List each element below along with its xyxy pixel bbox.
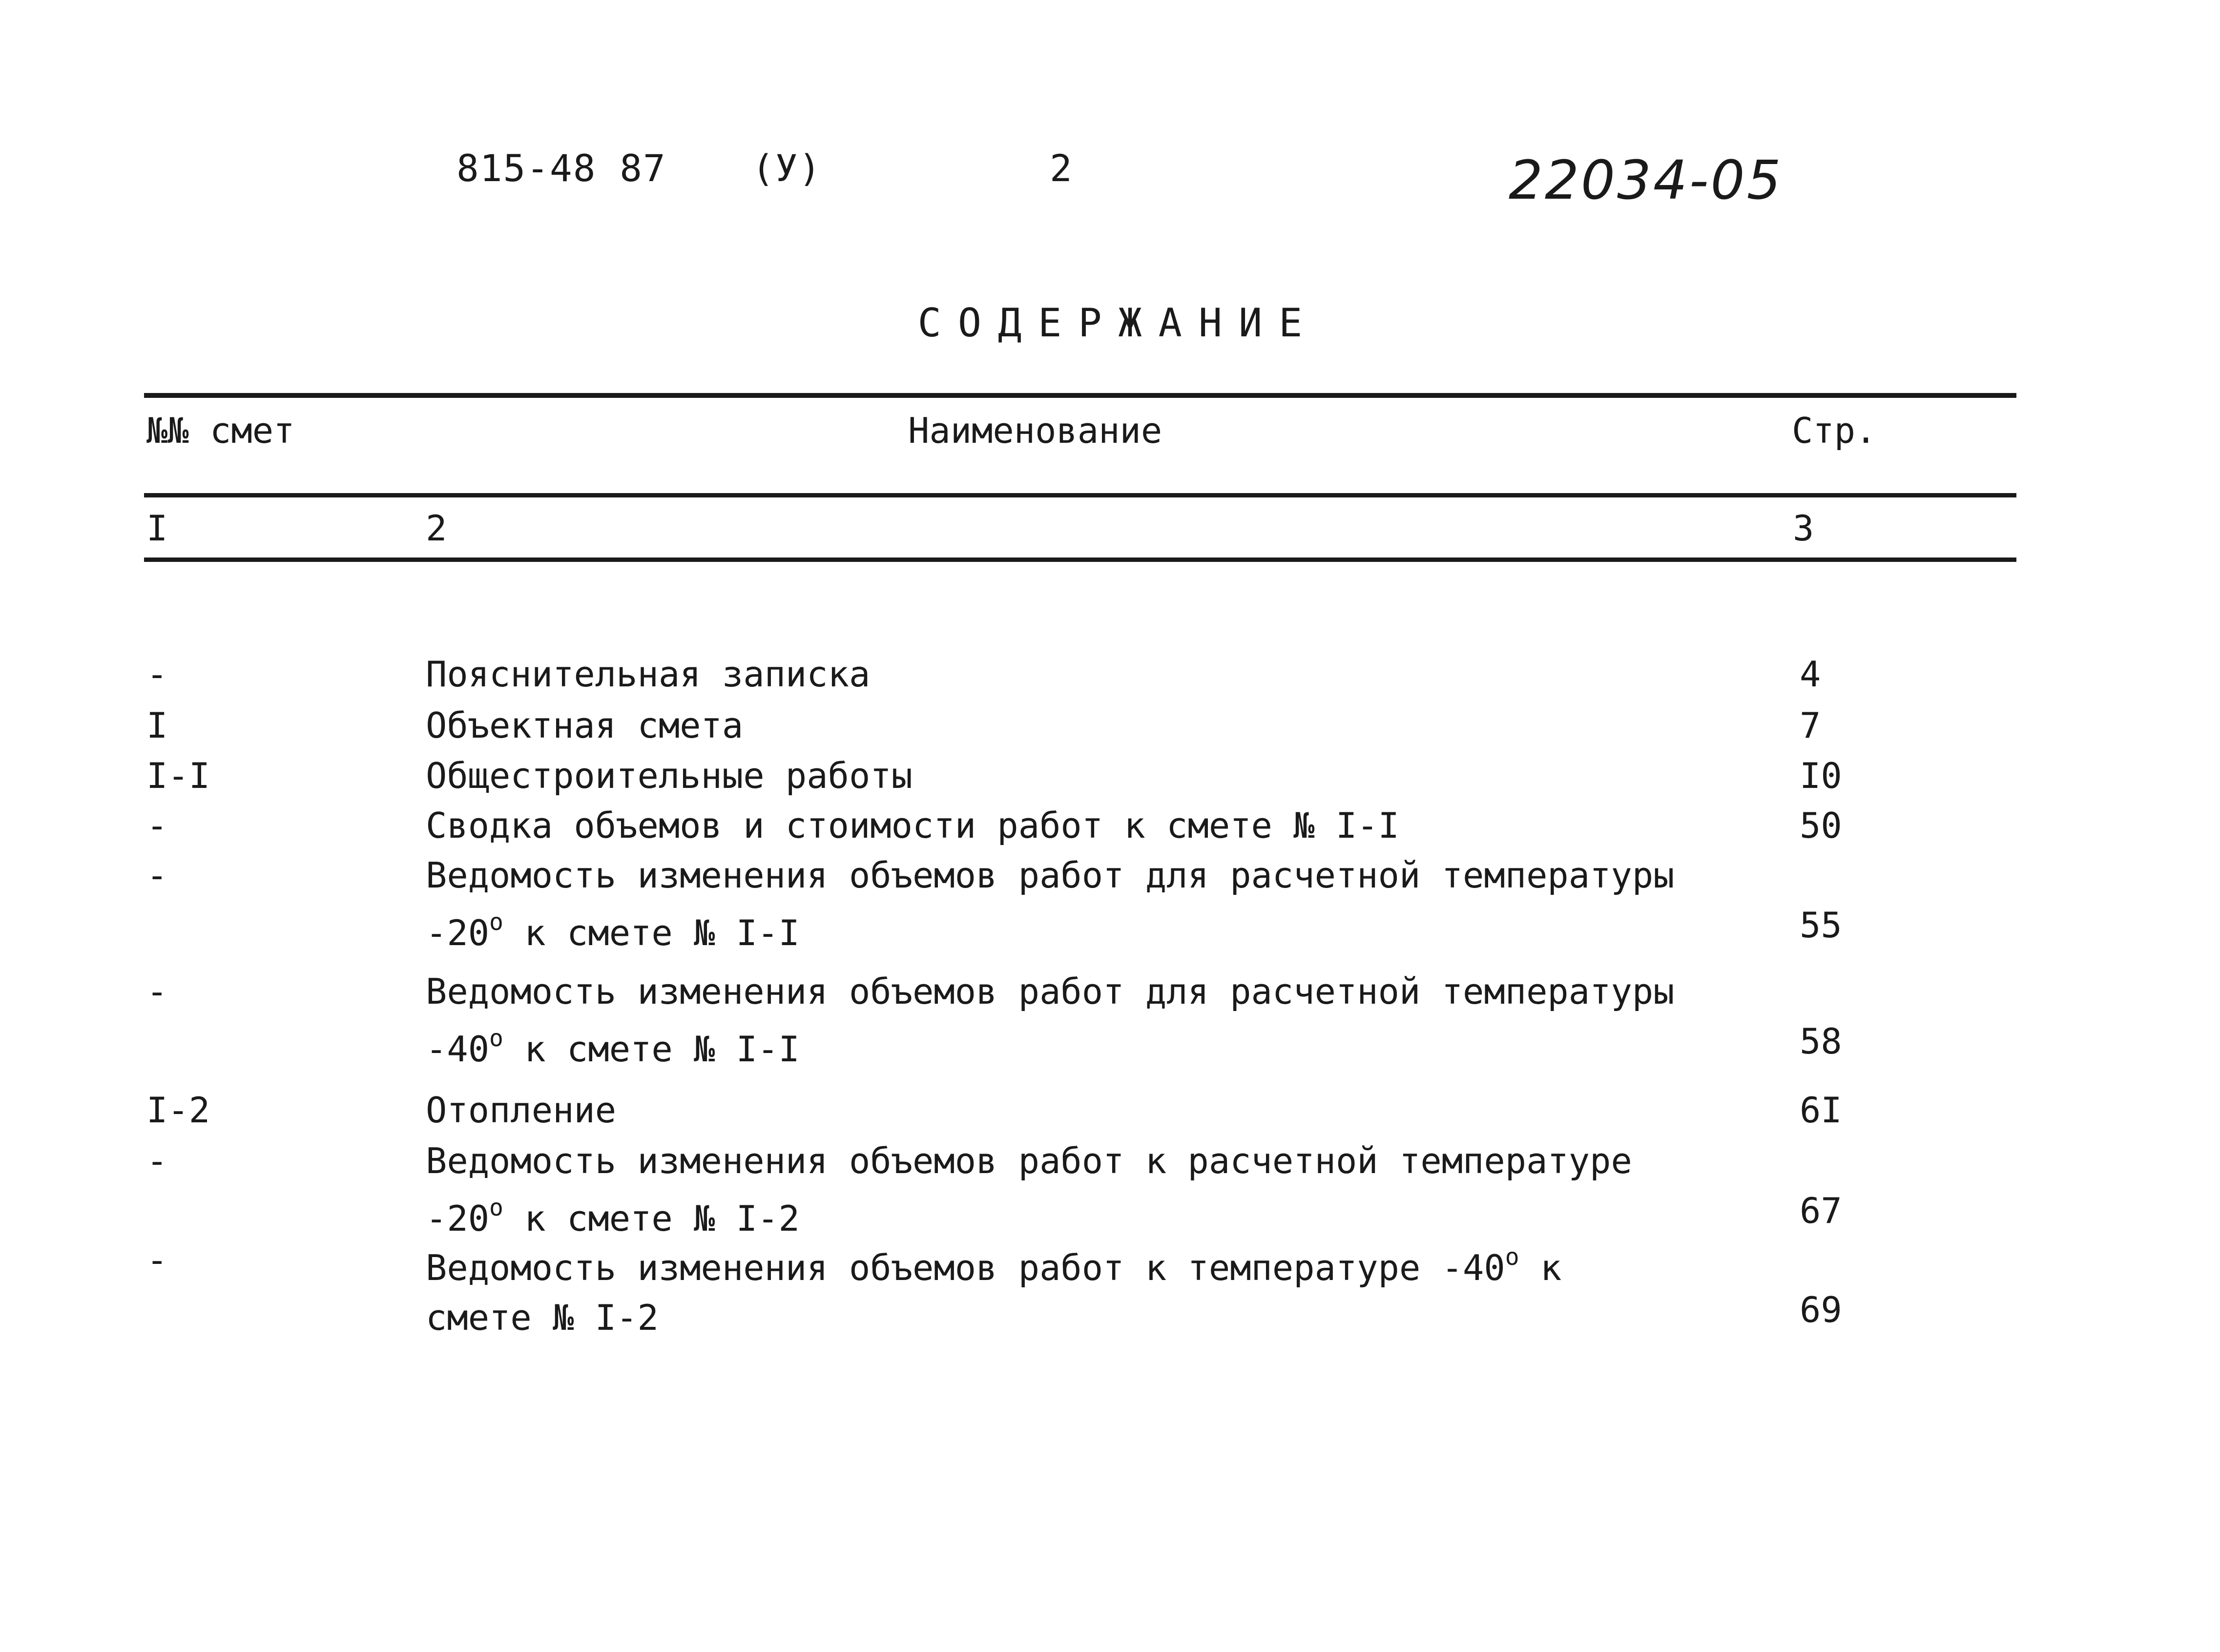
row-name-line: Ведомость изменения объемов работ к температуре -40$^o$ к [426,1243,1562,1288]
row-name-line: Отопление [426,1090,617,1131]
row-name [426,967,1675,1074]
row-name-line: Ведомость изменения объемов работ для расчетной температуры [426,971,1675,1012]
row-number: - [146,855,168,896]
row-page: I0 [1800,755,1842,796]
row-name-line: смете № I-2 [426,1297,659,1338]
table-header-rule [144,493,2016,497]
row-name-line: Сводка объемов и стоимости работ к смете № I-I [426,805,1399,846]
row-name-line: Общестроительные работы [426,755,913,796]
row-name [426,751,913,801]
row-name [426,1136,1632,1243]
row-number: - [146,805,168,846]
row-page: 6I [1800,1090,1842,1131]
row-name [426,801,1399,850]
doc-code: 815-48 87 [456,146,666,190]
column-number-1: I [146,508,168,549]
column-header-number: №№ смет [146,410,295,451]
page-number: 2 [1050,146,1073,190]
row-number: - [146,1140,168,1181]
table-number-rule [144,558,2016,562]
row-page: 67 [1800,1190,1842,1231]
row-name-line: Ведомость изменения объемов работ к расчетной температуре [426,1140,1632,1181]
row-number: - [146,971,168,1012]
row-name-line: -20$^o$ к смете № I-I [426,909,800,953]
row-page: 4 [1800,654,1821,695]
row-name [426,1085,616,1135]
row-number: I [146,705,168,746]
column-header-page: Стр. [1792,410,1877,451]
row-name-line: -20$^o$ к смете № I-2 [426,1194,800,1239]
row-name-line: Объектная смета [426,705,744,746]
row-page: 50 [1800,805,1842,846]
row-number: - [146,1239,168,1280]
doc-mark: (У) [752,146,822,190]
row-name-line: Ведомость изменения объемов работ для расчетной температуры [426,855,1675,896]
row-name [426,850,1675,958]
row-page: 55 [1800,905,1842,946]
row-page: 7 [1800,705,1821,746]
doc-number: 22034-05 [1509,149,1783,211]
row-page: 69 [1800,1289,1842,1330]
table-top-rule [144,393,2016,398]
row-page: 58 [1800,1021,1842,1062]
column-number-3: 3 [1793,508,1814,549]
row-number: - [146,654,168,695]
column-number-2: 2 [426,508,447,549]
row-name-line: -40$^o$ к смете № I-I [426,1025,800,1070]
row-name [426,1235,1561,1342]
row-number: I-I [146,755,210,796]
toc-title: СОДЕРЖАНИЕ [917,300,1319,346]
row-number: I-2 [146,1090,210,1131]
row-name-line: Пояснительная записка [426,654,871,695]
row-name [426,649,870,699]
row-name [426,701,743,750]
column-header-name: Наименование [908,410,1162,451]
